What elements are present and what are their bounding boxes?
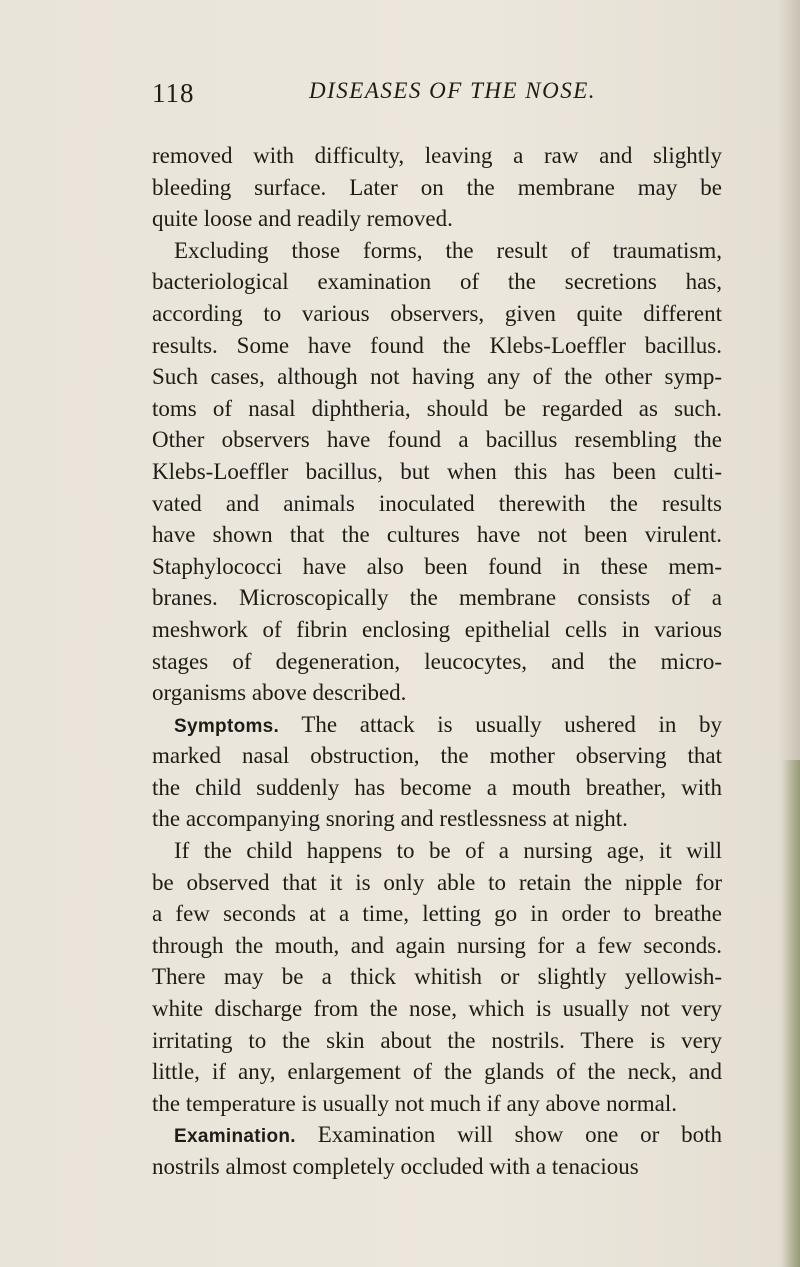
section-run-in-heading: Examination. xyxy=(174,1126,296,1148)
text-line-content: the child suddenly has become a mouth breather, with xyxy=(152,774,722,800)
text-line-content: The attack is usually ushered in by xyxy=(301,711,722,737)
text-line-content: according to various observers, given quite different xyxy=(152,300,722,326)
text-line xyxy=(152,266,722,298)
text-line-content: Other observers have found a bacillus resembling the xyxy=(152,427,722,453)
text-line xyxy=(152,424,722,456)
text-line xyxy=(152,740,722,772)
text-line xyxy=(152,646,722,678)
text-line-content: nostrils almost completely occluded with a tenacious xyxy=(152,1154,639,1179)
text-line-content: Excluding those forms, the result of traumatism, xyxy=(174,237,722,263)
text-line xyxy=(152,961,722,993)
text-line-content: quite loose and readily removed. xyxy=(152,206,453,232)
text-line xyxy=(152,803,722,835)
text-line-content: bleeding surface. Later on the membrane may be xyxy=(152,174,722,200)
text-line-content: Examination will show one or both xyxy=(317,1122,722,1148)
text-line-content: Such cases, although not having any of the other symp- xyxy=(152,364,722,390)
text-line-content: meshwork of fibrin enclosing epithelial cells in various xyxy=(152,616,722,642)
text-line-content: Klebs-Loeffler bacillus, but when this has been culti- xyxy=(152,458,722,484)
text-line-content: be observed that it is only able to retain the nipple for xyxy=(152,869,722,895)
text-line-content: through the mouth, and again nursing for a few seconds. xyxy=(152,932,722,958)
text-line xyxy=(152,488,722,520)
text-line xyxy=(152,393,722,425)
text-line xyxy=(152,1119,722,1151)
text-line-content: Staphylococci have also been found in these mem- xyxy=(152,553,722,579)
text-line-content: have shown that the cultures have not been virulent. xyxy=(152,522,722,548)
text-line-content: a few seconds at a time, letting go in order to breathe xyxy=(152,901,722,927)
page-number: 118 xyxy=(152,78,195,108)
text-line-content: branes. Microscopically the membrane consists of a xyxy=(152,585,722,611)
text-line-content: toms of nasal diphtheria, should be regarded as such. xyxy=(152,395,722,421)
text-line xyxy=(152,772,722,804)
page-header xyxy=(152,78,712,114)
text-line xyxy=(152,1151,722,1183)
text-line xyxy=(152,1056,722,1088)
text-line-content: bacteriological examination of the secretions has, xyxy=(152,269,722,295)
text-line xyxy=(152,614,722,646)
text-line xyxy=(152,709,722,741)
text-line-content: results. Some have found the Klebs-Loeffler bacillus. xyxy=(152,332,722,358)
text-line xyxy=(152,551,722,583)
text-line-content: removed with difficulty, leaving a raw and slightly xyxy=(152,143,722,168)
text-line xyxy=(152,930,722,962)
text-line xyxy=(152,361,722,393)
text-line-content: stages of degeneration, leucocytes, and the micro- xyxy=(152,648,722,674)
text-line-content: irritating to the skin about the nostrils. There is very xyxy=(152,1027,722,1053)
text-line xyxy=(152,835,722,867)
text-line-content: the accompanying snoring and restlessness at night. xyxy=(152,806,628,832)
running-title: DISEASES OF THE NOSE. xyxy=(309,78,597,103)
text-line xyxy=(152,330,722,362)
text-line xyxy=(152,140,722,172)
text-line xyxy=(152,203,722,235)
text-line xyxy=(152,898,722,930)
text-line xyxy=(152,582,722,614)
text-line-content: little, if any, enlargement of the glands of the neck, and xyxy=(152,1059,722,1085)
text-line xyxy=(152,519,722,551)
text-line-content: organisms above described. xyxy=(152,680,407,706)
text-line xyxy=(152,867,722,899)
text-line xyxy=(152,235,722,267)
text-line xyxy=(152,677,722,709)
text-line-content: If the child happens to be of a nursing age, it will xyxy=(174,838,722,864)
text-line-content: marked nasal obstruction, the mother observing that xyxy=(152,743,722,769)
text-line-content: There may be a thick whitish or slightly yellowish- xyxy=(152,964,722,990)
text-line xyxy=(152,1025,722,1057)
body-text xyxy=(152,140,722,1183)
text-line-content: vated and animals inoculated therewith the results xyxy=(152,490,722,516)
text-line xyxy=(152,172,722,204)
text-line xyxy=(152,1088,722,1120)
text-line-content: white discharge from the nose, which is usually not very xyxy=(152,996,722,1022)
text-line-content: the temperature is usually not much if any above normal. xyxy=(152,1090,678,1116)
text-line xyxy=(152,298,722,330)
text-line xyxy=(152,456,722,488)
page-edge-stain xyxy=(782,760,800,1267)
text-line xyxy=(152,993,722,1025)
section-run-in-heading: Symptoms. xyxy=(174,715,280,737)
